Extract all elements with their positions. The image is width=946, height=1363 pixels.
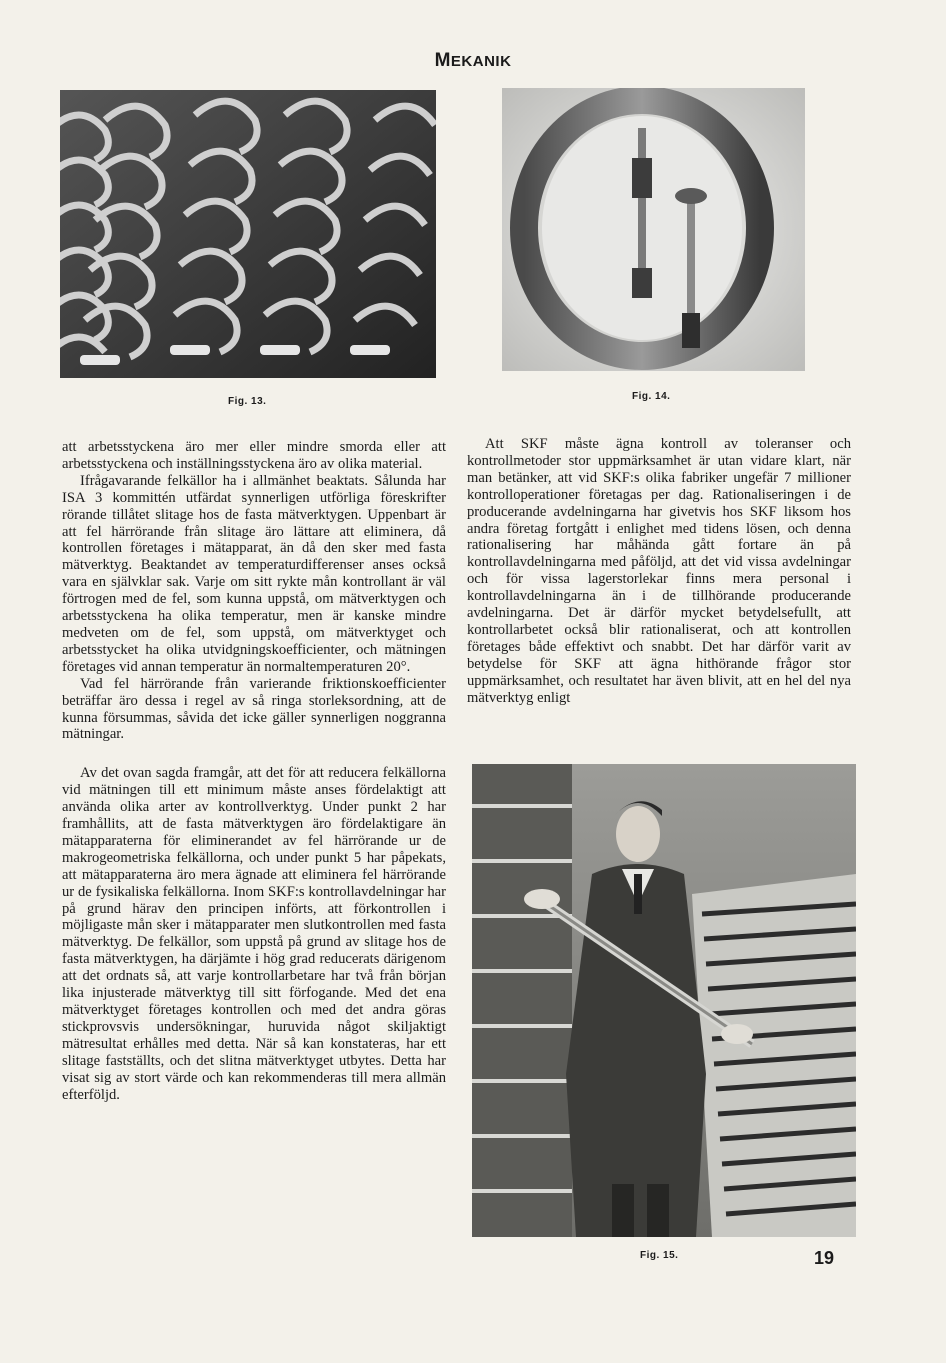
paragraph: Av det ovan sagda framgår, att det för att reducera felkällorna vid mätningen till ett minimum måste anses fördelaktigt att använda olika arter av kontrollverktyg. Under punkt 2 har framhållits, att de fasta mätverktygen äro fördelaktigare än mätapparaterna för eliminerandet av fel härrörande ur de makrogeometriska felkällorna, och under punkt 5 har påpekats, att mätapparaterna äro mera ägnade att eliminera fel härrörande ur de fysikaliska felkällorna. Inom SKF:s kontrollavdelningar har på grund härav den principen införts, att förkontrollen i möjligaste mån sker i mätapparater men slutkontrollen med fasta mätverktyg. De felkällor, som uppstå på grund av slitage hos de fasta mätverktygen, ha därjämte i hög grad reducerats därigenom att det ordnats så, att varje kontrollarbetare har två från början lika injusterade mätverktyg till sitt förfogande. Med det ena mätverktyget företages kontrollen och med det andra göras stickprovsvis undersökningar, huruvida något skiljaktigt mätresultat erhålles med detta. När så kan konstateras, har ett slitage fastställts, och det slitna mätverktyget utbytes. Detta har visat sig av stort värde och kan rekommenderas till mera allmän efterföljd. bbox=[62, 765, 446, 1103]
gauges-illustration bbox=[60, 90, 436, 378]
paragraph: Vad fel härrörande från varierande friktionskoefficienter beträffar äro dessa i regel av så ringa storleksordning, att de kunna försummas, såvida det icke gäller synnerligen noggranna mätningar. bbox=[62, 675, 446, 743]
section-header: MEKANIK bbox=[434, 50, 512, 71]
left-text-column bbox=[62, 439, 446, 1103]
ring-gauge-illustration bbox=[502, 88, 805, 371]
worker-illustration bbox=[472, 764, 856, 1237]
paragraph: Att SKF måste ägna kontroll av toleranser och kontrollmetoder stor uppmärksamhet är utan vidare klart, när man betänker, att vid SKF:s olika fabriker ungefär 7 millioner kontrolloperationer företagas per dag. Rationaliseringen i de producerande avdelningarna har givetvis hos SKF liksom hos andra företag fortgått i enlighet med tidens lösen, och denna rationalisering har måhända gått fortare än på kontrollavdelningarna med påföljd, att det vid vissa avdelningar och för vissa lagerstorlekar finns mera personal i kontrollavdelningarna än i de tillhörande producerande avdelningarna. Det är därför mycket betydelsefullt, att kontrollarbetet också blir rationaliserat, och att kontrollen företages både effektivt och snabbt. Det har därför varit av betydelse för SKF att ägna hithörande frågor stor uppmärksamhet, och resultatet har även blivit, att en hel del nya mätverktyg enligt bbox=[467, 436, 851, 706]
right-text-column bbox=[467, 436, 851, 707]
paragraph: Ifrågavarande felkällor ha i allmänhet beaktats. Sålunda har ISA 3 kommittén utfärdat synnerligen utförliga föreskrifter rörande tillåtet slitage hos de fasta mätverktygen. Uppenbart är att fel härrörande från slitage äro lättare att eliminera, då kontrollen företages i mätapparat, än då den sker med fasta mätverktyg. Beaktandet av temperaturdifferenser anses också vara en självklar sak. Varje om sitt rykte mån kontrollant är väl förtrogen med de fel, som kunna uppstå, om mätverktygen och arbetsstyckena ha olika temperatur, men är kanske mindre medveten om de fel, som uppstå, om mätverktyget och arbetsstycket ha olika utvidgningskoefficienter, och mätningen företages vid annan temperatur än normaltemperaturen 20°. bbox=[62, 472, 446, 675]
figure-13-caption: Fig. 13. bbox=[228, 396, 267, 407]
figure-14-caption: Fig. 14. bbox=[632, 391, 671, 402]
figure-13-photo bbox=[60, 90, 436, 378]
figure-14-photo bbox=[502, 88, 805, 371]
page-number: 19 bbox=[813, 1248, 834, 1268]
paragraph: att arbetsstyckena äro mer eller mindre smorda eller att arbetsstyckena och inställningsstyckena äro av olika material. bbox=[62, 439, 446, 472]
figure-15-caption: Fig. 15. bbox=[640, 1250, 679, 1261]
figure-15-photo bbox=[472, 764, 856, 1237]
